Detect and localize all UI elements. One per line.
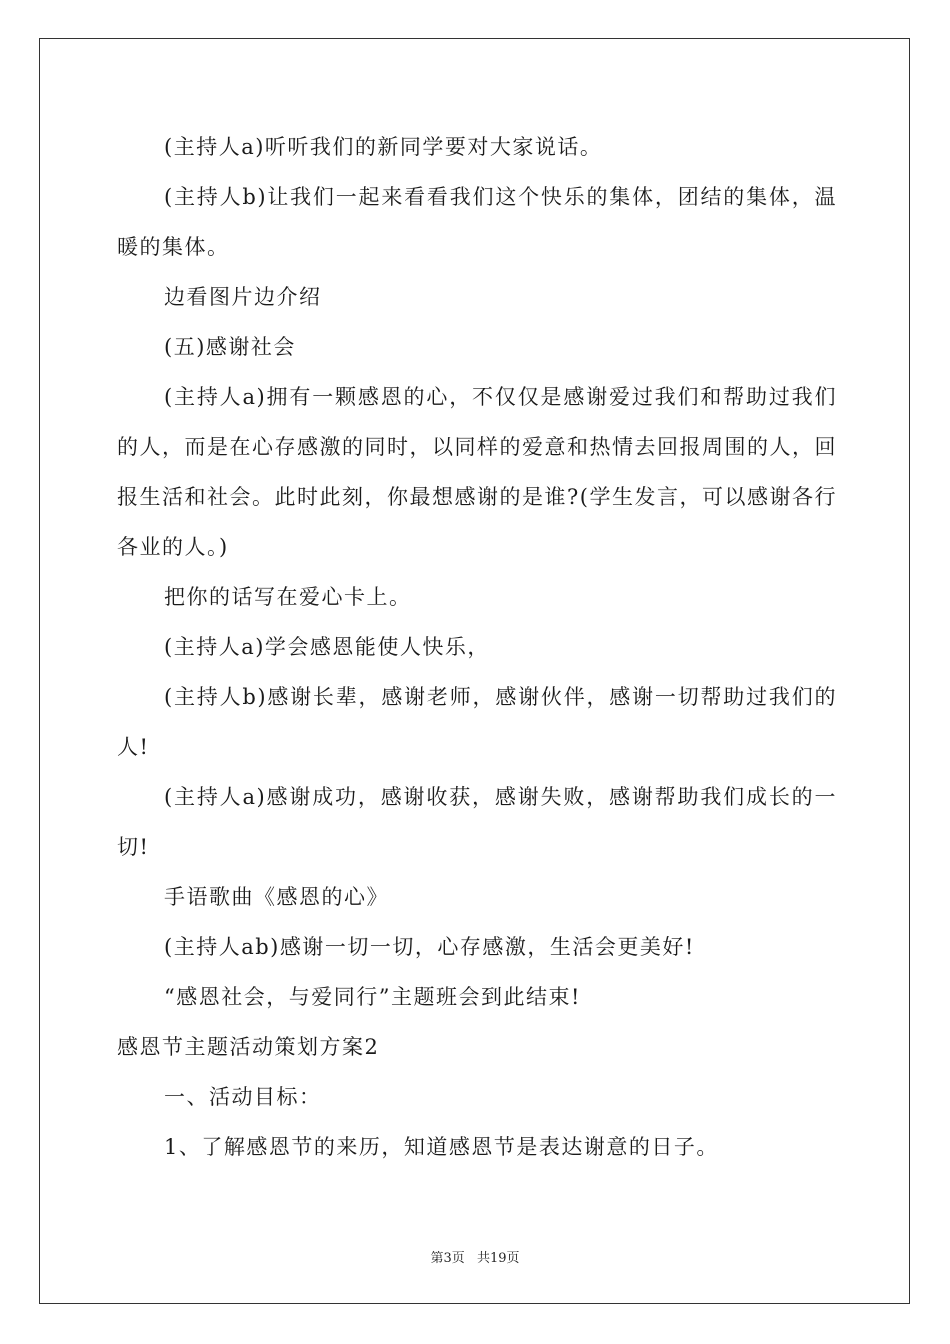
paragraph: (主持人ab)感谢一切一切，心存感激，生活会更美好!: [164, 935, 695, 959]
paragraph: (主持人b)让我们一起来看看我们这个快乐的集体，团结的集体，温暖的集体。: [117, 185, 837, 259]
paragraph: (主持人a)拥有一颗感恩的心，不仅仅是感谢爱过我们和帮助过我们的人，而是在心存感激的同时，以同样的爱意和热情去回报周围的人，回报生活和社会。此时此刻，你最想感谢的是谁?(学生发言，可以感谢各行各业的人。): [117, 385, 837, 559]
paragraph: 手语歌曲《感恩的心》: [164, 885, 389, 909]
paragraph: (主持人b)感谢长辈，感谢老师，感谢伙伴，感谢一切帮助过我们的人!: [117, 685, 837, 759]
paragraph: (主持人a)感谢成功，感谢收获，感谢失败，感谢帮助我们成长的一切!: [117, 785, 837, 859]
document-title: 感恩节主题活动策划方案2: [117, 1035, 380, 1059]
paragraph: 把你的话写在爱心卡上。: [164, 585, 412, 609]
paragraph: 边看图片边介绍: [164, 285, 322, 309]
paragraph: (主持人a)学会感恩能使人快乐，: [164, 635, 490, 659]
section-heading: (五)感谢社会: [164, 335, 296, 359]
section-heading: 一、活动目标：: [164, 1085, 322, 1109]
paragraph: 1、了解感恩节的来历，知道感恩节是表达谢意的日子。: [164, 1135, 719, 1159]
paragraph: (主持人a)听听我们的新同学要对大家说话。: [164, 135, 603, 159]
page-number: 第3页: [430, 1251, 465, 1266]
paragraph: “感恩社会，与爱同行”主题班会到此结束!: [164, 985, 581, 1009]
document-body: [117, 122, 837, 1172]
page-footer: [0, 1247, 950, 1266]
page-total: 共19页: [476, 1251, 520, 1266]
